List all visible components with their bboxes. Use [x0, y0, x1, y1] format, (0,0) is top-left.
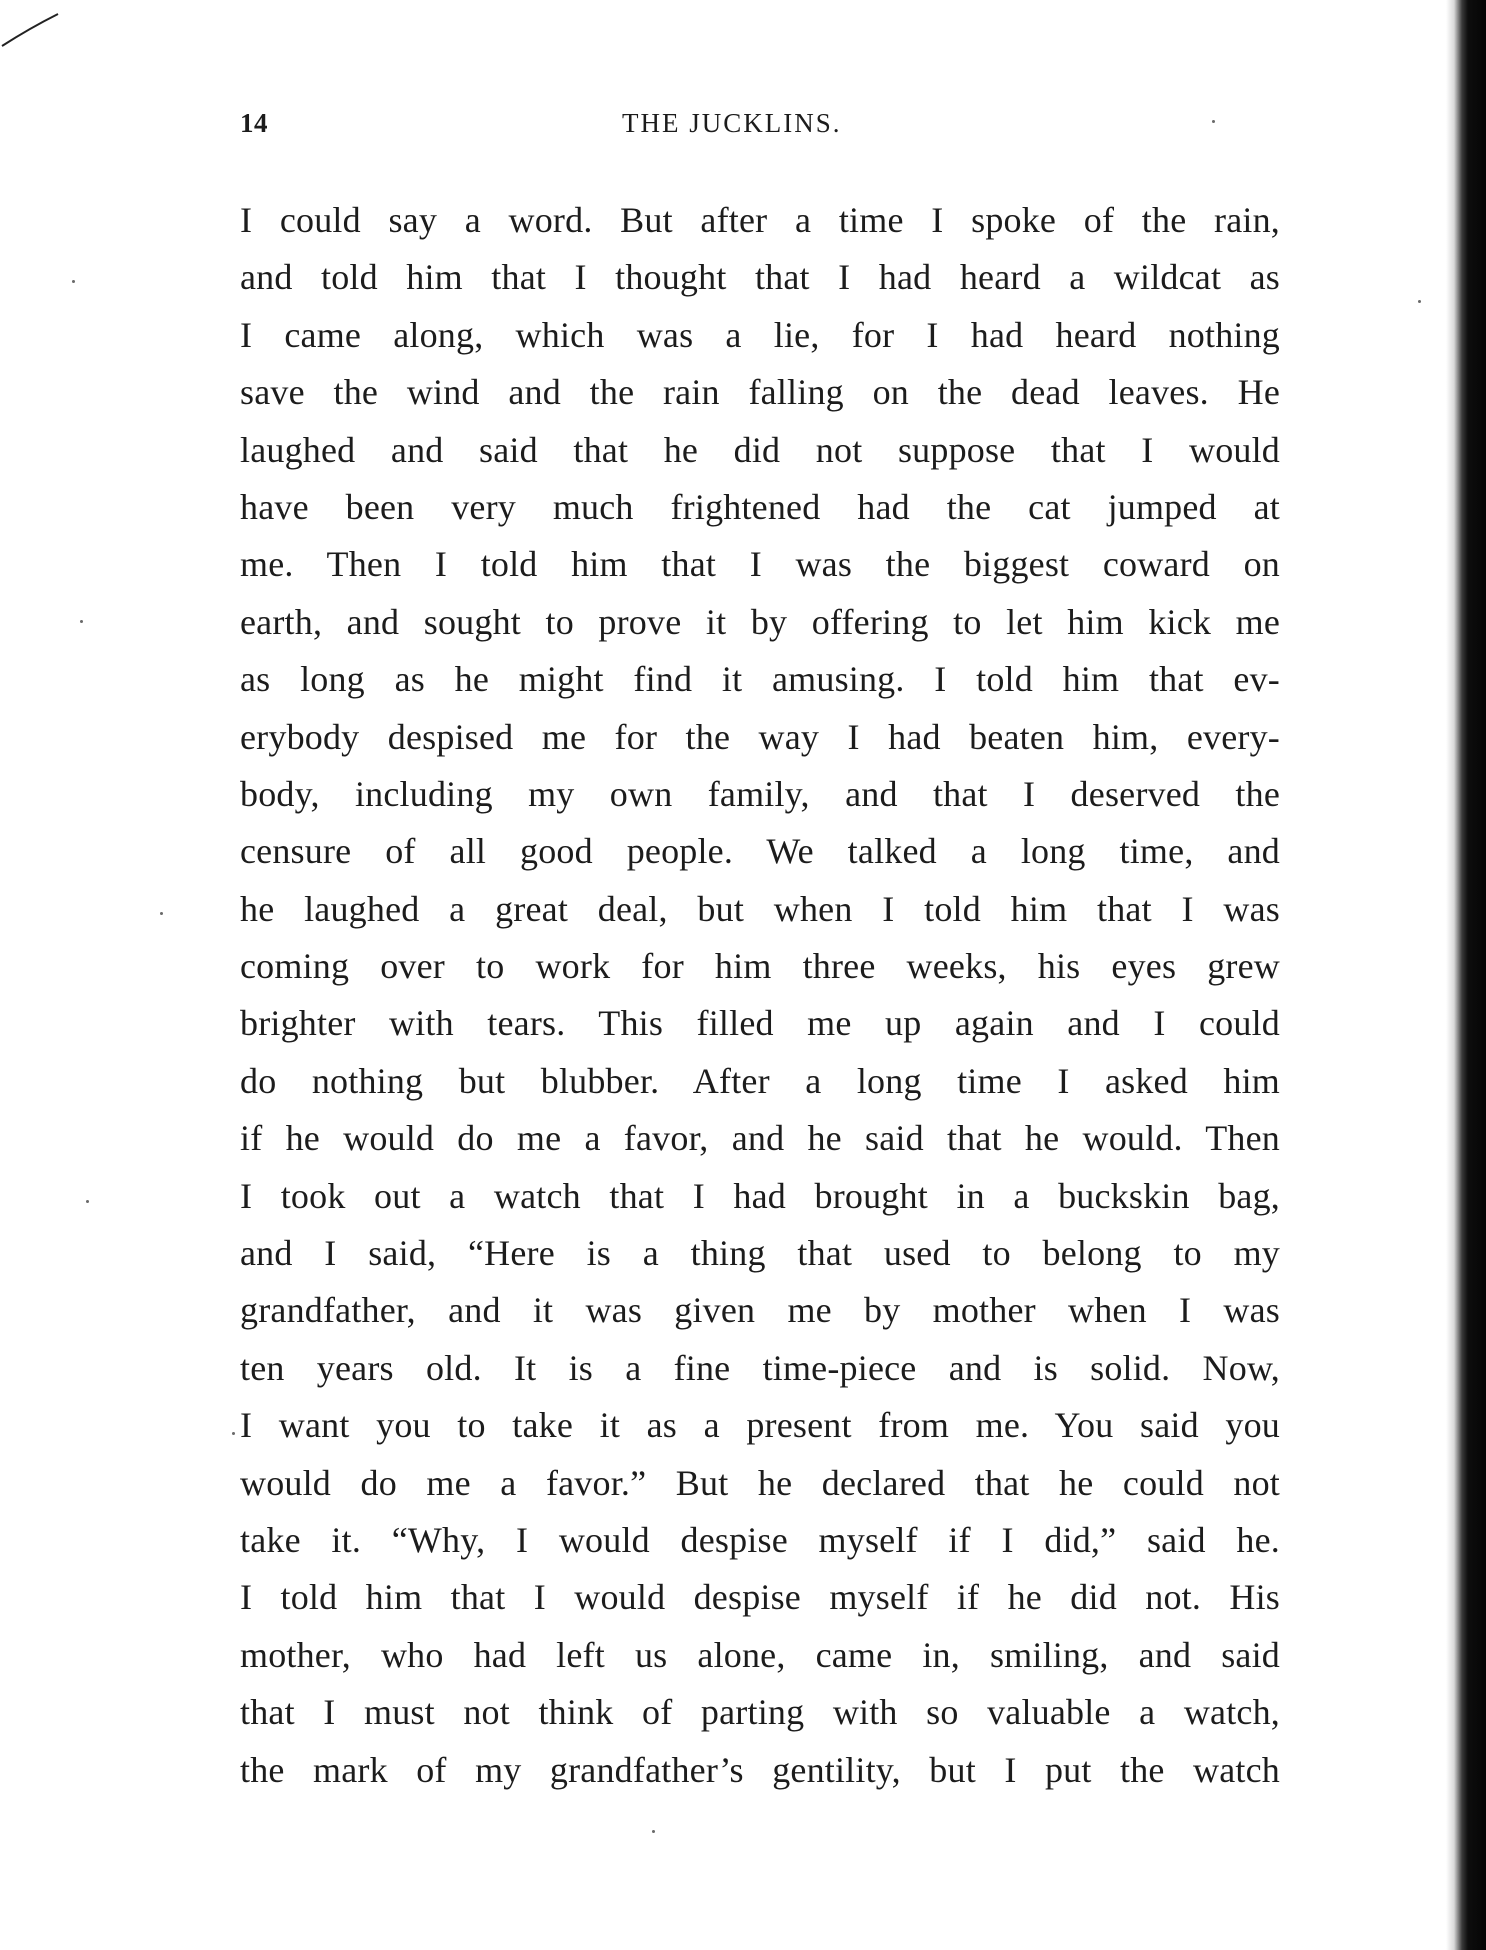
text-line: if he would do me a favor, and he said that he would. Then [240, 1118, 1280, 1159]
scan-speck [232, 1432, 235, 1435]
text-line: erybody despised me for the way I had beaten him, every- [240, 716, 1280, 757]
text-line: ten years old. It is a fine time-piece and is solid. Now, [240, 1347, 1280, 1388]
text-line: body, including my own family, and that I deserved the [240, 773, 1280, 814]
text-line: take it. “Why, I would despise myself if I did,” said he. [240, 1519, 1280, 1560]
binding-edge [1446, 0, 1486, 1950]
text-line: that I must not think of parting with so valuable a watch, [240, 1692, 1280, 1733]
text-line: I came along, which was a lie, for I had heard nothing [240, 314, 1280, 355]
scan-speck [160, 912, 163, 915]
text-line: I took out a watch that I had brought in a buckskin bag, [240, 1175, 1280, 1216]
text-line: laughed and said that he did not suppose that I would [240, 429, 1280, 470]
text-line: and I said, “Here is a thing that used to belong to my [240, 1233, 1280, 1274]
text-line: the mark of my grandfather’s gentility, but I put the watch [240, 1749, 1280, 1790]
body-text [240, 192, 1280, 1812]
pencil-mark [0, 0, 70, 50]
text-line: mother, who had left us alone, came in, smiling, and said [240, 1634, 1280, 1675]
text-line: save the wind and the rain falling on the dead leaves. He [240, 372, 1280, 413]
text-line: he laughed a great deal, but when I told him that I was [240, 888, 1280, 929]
scan-speck [652, 1830, 655, 1833]
text-line: censure of all good people. We talked a long time, and [240, 831, 1280, 872]
scan-speck [86, 1200, 89, 1203]
text-line: as long as he might find it amusing. I told him that ev- [240, 659, 1280, 700]
scan-speck [1212, 120, 1215, 123]
text-line: earth, and sought to prove it by offering to let him kick me [240, 601, 1280, 642]
text-line: grandfather, and it was given me by mother when I was [240, 1290, 1280, 1331]
text-line: coming over to work for him three weeks, his eyes grew [240, 946, 1280, 987]
scan-speck [72, 280, 75, 283]
text-line: brighter with tears. This filled me up again and I could [240, 1003, 1280, 1044]
scan-speck [80, 620, 83, 623]
scan-speck [1418, 300, 1421, 303]
text-line: me. Then I told him that I was the biggest coward on [240, 544, 1280, 585]
text-line: have been very much frightened had the cat jumped at [240, 486, 1280, 527]
text-line: do nothing but blubber. After a long time I asked him [240, 1060, 1280, 1101]
running-head [240, 108, 1280, 148]
text-line: would do me a favor.” But he declared that he could not [240, 1462, 1280, 1503]
text-line: I could say a word. But after a time I spoke of the rain, [240, 200, 1280, 240]
text-line: I want you to take it as a present from me. You said you [240, 1405, 1280, 1446]
page-number: 14 [240, 108, 268, 138]
text-line: I told him that I would despise myself if he did not. His [240, 1577, 1280, 1618]
text-line: and told him that I thought that I had heard a wildcat as [240, 257, 1280, 298]
running-title: THE JUCKLINS. [622, 108, 842, 138]
